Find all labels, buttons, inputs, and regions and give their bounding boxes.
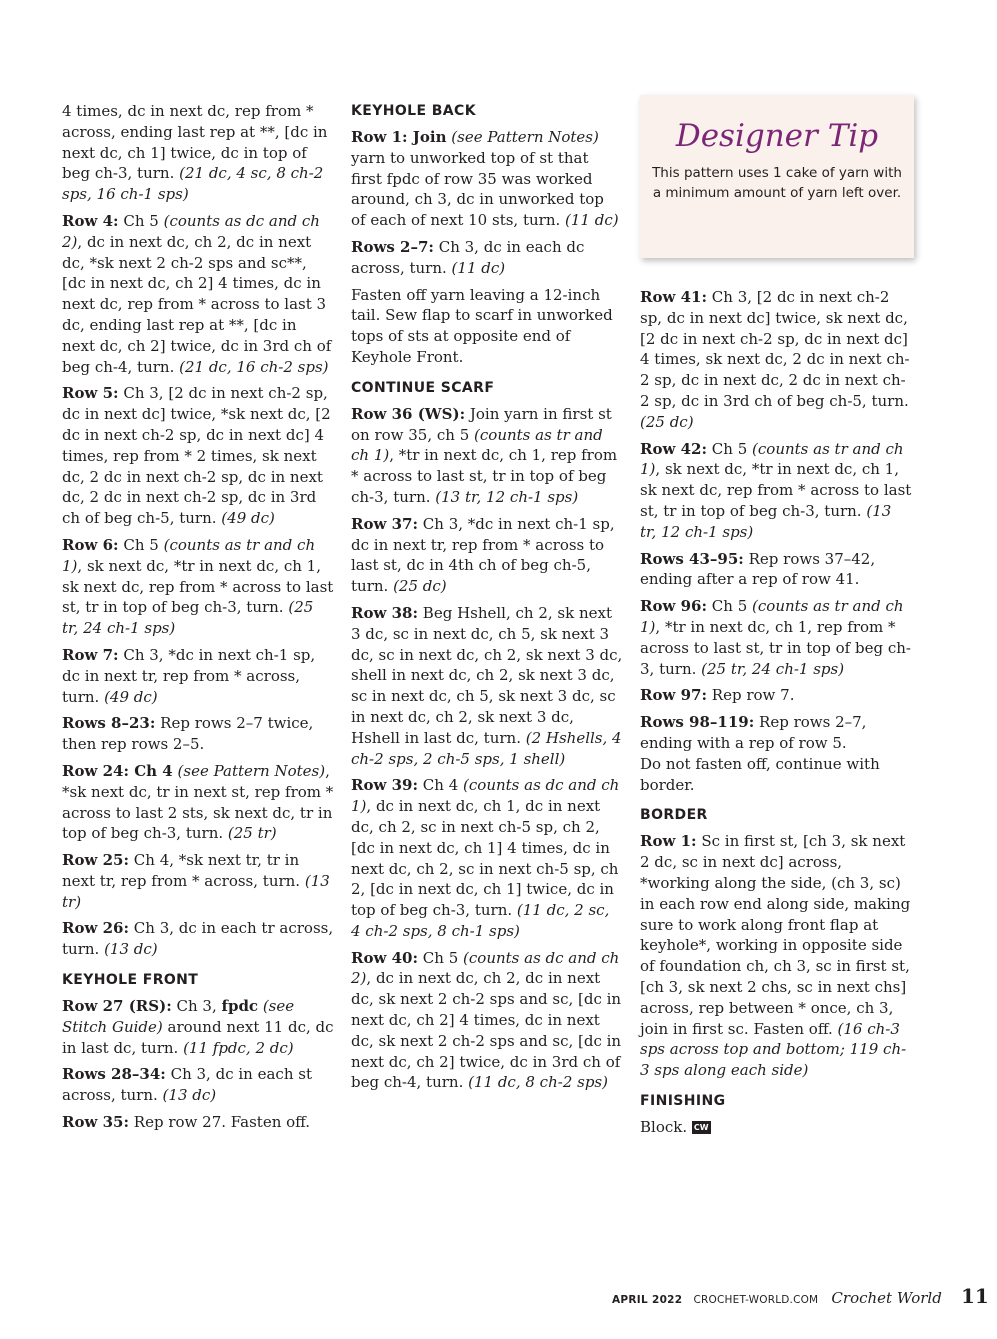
stitch-count: (25 tr, 24 ch-1 sps) [62, 598, 314, 638]
text: Rep rows 2–7, ending with a rep of row 5. [640, 713, 867, 752]
paragraph-rows98-119 [640, 712, 912, 795]
page-number: 11 [960, 1284, 989, 1308]
heading-finishing: FINISHING [640, 1092, 726, 1109]
paragraph-row4 [62, 211, 334, 377]
stitch-count: (21 dc, 16 ch-2 sps) [179, 357, 329, 376]
text: Ch 3, [2 dc in next ch-2 sp, dc in next dc] twice, *sk next dc, [2 dc in next ch-2 sp, dc in next dc] 4 times, rep from * 2 times, sk next dc, 2 dc in next ch-2 sp, dc in next dc, 2 dc in next ch-2 sp, dc in 3rd ch of beg ch-5, turn. [62, 384, 331, 528]
paragraph-row37 [351, 514, 623, 597]
paragraph-kb-rows2-7 [351, 237, 623, 279]
paragraph-border-row1 [640, 831, 912, 1081]
text: 4 times, dc in next dc, rep from * across, ending last rep at **, [dc in next dc, ch 1] twice, dc in top of beg ch-3, turn. [62, 102, 328, 183]
text: Ch 5 [707, 439, 753, 458]
paragraph-rows43-95 [640, 549, 912, 591]
note: (counts as tr and ch 1) [62, 535, 316, 575]
text: Rep row 7. [707, 686, 795, 705]
stitch-count: (49 dc) [221, 509, 275, 528]
footer-magazine: Crochet World [831, 1289, 942, 1307]
paragraph-row97 [640, 685, 912, 706]
stitch-count: (11 dc, 2 sc, 4 ch-2 sps, 8 ch-1 sps) [351, 901, 610, 940]
paragraph-row25 [62, 850, 334, 912]
note: (counts as tr and ch 1) [640, 597, 904, 636]
row-label: Rows 8–23: [62, 714, 156, 733]
row-label: Rows 28–34: [62, 1065, 166, 1084]
row-label: Row 5: [62, 384, 119, 403]
stitch-count: (25 tr) [227, 824, 277, 843]
text: Rep rows 2–7 twice, then rep rows 2–5. [62, 714, 314, 754]
stitch-count: (13 tr) [62, 871, 330, 911]
row-label: Row 6: [62, 535, 119, 554]
text: Ch 5 [118, 211, 164, 230]
paragraph-row7 [62, 645, 334, 707]
stitch-count: (13 dc) [162, 1086, 217, 1105]
row-label: Row 97: [640, 686, 708, 705]
stitch-count: (49 dc) [104, 687, 158, 706]
note: (counts as tr and ch 1) [351, 425, 603, 465]
row-label: Row 37: [351, 514, 419, 533]
paragraph-row40 [351, 948, 623, 1094]
stitch-count: (13 tr, 12 ch-1 sps) [435, 487, 579, 506]
row-label: Row 24: Ch 4 [62, 761, 173, 780]
heading-keyhole-back: KEYHOLE BACK [351, 103, 476, 119]
stitch-count: (13 dc) [104, 940, 158, 959]
stitch-count: (16 ch-3 sps across top and bottom; 119 ch-3 sps along each side) [640, 1019, 907, 1080]
stitch-count: (11 dc) [565, 211, 619, 230]
note: (see Pattern Notes) [172, 761, 326, 780]
row-label: Row 1: Join [351, 128, 447, 146]
row-label: Row 42: [640, 439, 708, 458]
stitch-term: fpdc [221, 997, 259, 1016]
text: Rep row 27. Fasten off. [129, 1113, 311, 1132]
stitch-count: (25 tr, 24 ch-1 sps) [701, 659, 845, 678]
text: Ch 3, [171, 997, 222, 1016]
text: Ch 4 [418, 776, 464, 795]
heading-border: BORDER [640, 807, 708, 824]
paragraph-row38 [351, 603, 623, 769]
paragraph-row42 [640, 439, 912, 543]
text: Beg Hshell, ch 2, sk next 3 dc, sc in next dc, ch 5, sk next 3 dc, sc in next dc, ch 2, sk next 3 dc, shell in next dc, ch 2, sk next 3 dc, sc in next dc, ch 5, sk next 3 dc, sc in next dc, ch 2, sk next 3 dc, Hshell in last dc, turn. [351, 603, 623, 747]
text: , sk next dc, *tr in next dc, ch 1, sk next dc, rep from * across to last st, tr in top of beg ch-3, turn. [62, 556, 334, 617]
row-label: Row 7: [62, 645, 119, 664]
paragraph-row39 [351, 775, 623, 941]
row-label: Row 4: [62, 211, 119, 230]
text: Sc in first st, [ch 3, sk next 2 dc, sc in next dc] across, *working along the side, (ch 3, sc) in each row end along side, making sure to work along front flap at keyhole*, working in opposite side of foundation ch, ch 3, sc in first st, [ch 3, sk next 2 chs, sc in next chs] across, rep between * once, ch 3, join in first sc. Fasten off. [640, 832, 911, 1038]
text: Ch 3, *dc in next ch-1 sp, dc in next tr, rep from * across, turn. [62, 645, 316, 706]
text: , dc in next dc, ch 2, dc in next dc, *sk next 2 ch-2 sps and sc**, [dc in next dc, ch 2] 4 times, dc in next dc, rep from * across to last 3 dc, ending last rep at **, [dc in next dc, ch 2] twice, dc in 3rd ch of beg ch-4, turn. [62, 232, 332, 376]
paragraph-kb-fasten: Fasten off yarn leaving a 12-inch tail. Sew flap to scarf in unworked tops of sts at opposite end of Keyhole Front. [351, 285, 613, 366]
text: Ch 5 [418, 948, 464, 967]
stitch-count: (2 Hshells, 4 ch-2 sps, 2 ch-5 sps, 1 shell) [351, 728, 622, 768]
stitch-count: (13 tr, 12 ch-1 sps) [640, 501, 892, 541]
stitch-count: (11 fpdc, 2 dc) [183, 1038, 294, 1057]
designer-tip-title: Designer Tip [675, 118, 879, 154]
row-label: Rows 43–95: [640, 549, 744, 568]
stitch-count: (21 dc, 4 sc, 8 ch-2 sps, 16 ch-1 sps) [62, 164, 324, 204]
paragraph-rows28-34 [62, 1064, 334, 1106]
designer-tip-text: This pattern uses 1 cake of yarn with a minimum amount of yarn left over. [652, 165, 902, 201]
row-label: Row 38: [351, 603, 419, 622]
text: Ch 3, dc in each dc across, turn. [351, 237, 585, 277]
stitch-count: (25 dc) [640, 412, 694, 431]
row-label: Row 1: [640, 832, 697, 851]
paragraph-row5 [62, 383, 334, 529]
paragraph-row24 [62, 761, 334, 844]
note: (counts as dc and ch 1) [351, 776, 620, 816]
column-left [62, 101, 334, 1139]
note: (see Stitch Guide) [62, 997, 295, 1036]
heading-keyhole-front: KEYHOLE FRONT [62, 972, 199, 989]
text: , sk next dc, *tr in next dc, ch 1, sk next dc, rep from * across to last st, tr in top of beg ch-3, turn. [640, 460, 912, 520]
paragraph-row35 [62, 1112, 334, 1133]
designer-tip-box [640, 95, 914, 258]
text: Ch 3, dc in each st across, turn. [62, 1065, 312, 1105]
stitch-count: (25 dc) [393, 577, 447, 596]
paragraph-row26 [62, 918, 334, 960]
text: Do not fasten off, continue with border. [640, 754, 880, 794]
note: (counts as dc and ch 2) [351, 948, 620, 988]
text: , dc in next dc, ch 2, dc in next dc, sk next 2 ch-2 sps and sc, [dc in next dc, ch 2] 4 times, dc in next dc, sk next 2 ch-2 sps and sc, [dc in next dc, ch 2] twice, dc in 3rd ch of beg ch-4, turn. [351, 969, 622, 1092]
note: (counts as dc and ch 2) [62, 211, 320, 251]
row-label: Row 35: [62, 1113, 130, 1132]
footer-issue: APRIL 2022 [612, 1294, 683, 1306]
footer-website: CROCHET-WORLD.COM [693, 1294, 819, 1306]
paragraph-block [640, 1117, 912, 1138]
paragraph-row27 [62, 996, 334, 1058]
paragraph-row41 [640, 287, 912, 433]
text: Ch 3, *dc in next ch-1 sp, dc in next tr, rep from * across to last st, dc in 4th ch of beg ch-5, turn. [351, 514, 615, 596]
text: , dc in next dc, ch 1, dc in next dc, ch 2, sc in next ch-5 sp, ch 2, [dc in next dc, ch 1] 4 times, dc in next dc, ch 2, sc in next ch-5 sp, ch 2, [dc in next dc, ch 1] twice, dc in top of beg ch-3, turn. [351, 797, 619, 920]
row-label: Rows 98–119: [640, 713, 755, 732]
text: Rep rows 37–42, ending after a rep of row 41. [640, 549, 876, 589]
text: Block. [640, 1117, 692, 1136]
paragraph-row3-end [62, 101, 334, 205]
page-footer [612, 1284, 989, 1308]
stitch-count: (11 dc) [451, 258, 506, 277]
text: yarn to unworked top of st that first fpdc of row 35 was worked around, ch 3, dc in unworked top of each of next 10 sts, turn. [351, 148, 604, 230]
paragraph-rows8-23 [62, 713, 334, 755]
text: Ch 5 [707, 597, 753, 616]
text: , *tr in next dc, ch 1, rep from * across to last st, tr in top of beg ch-3, turn. [351, 446, 618, 506]
text: Ch 5 [118, 535, 164, 554]
column-right [640, 287, 912, 1144]
row-label: Row 26: [62, 919, 130, 938]
text: Ch 3, [2 dc in next ch-2 sp, dc in next dc] twice, sk next dc, [2 dc in next ch-2 sp, dc in next dc] 4 times, sk next dc, 2 dc in next ch-2 sp, dc in next dc, 2 dc in next ch-2 sp, dc in 3rd ch of beg ch-5, turn. [640, 288, 910, 410]
paragraph-row6 [62, 535, 334, 639]
row-label: Row 41: [640, 288, 708, 306]
row-label: Row 25: [62, 851, 130, 870]
stitch-count: (11 dc, 8 ch-2 sps) [468, 1073, 608, 1092]
heading-continue-scarf: CONTINUE SCARF [351, 379, 495, 396]
paragraph-row36 [351, 404, 623, 508]
text: Ch 4, *sk next tr, tr in next tr, rep from * across, turn. [62, 851, 305, 890]
cw-end-mark-icon: CW [693, 1122, 709, 1132]
text: Join yarn in first st on row 35, ch 5 [351, 404, 612, 444]
text: , *tr in next dc, ch 1, rep from * across to last st, tr in top of beg ch-3, turn. [640, 617, 911, 678]
text: around next 11 dc, dc in last dc, turn. [62, 1017, 334, 1057]
text: Ch 3, dc in each tr across, turn. [62, 919, 334, 959]
row-label: Rows 2–7: [351, 237, 434, 256]
row-label: Row 96: [640, 597, 708, 616]
row-label: Row 40: [351, 948, 419, 967]
row-label: Row 27 (RS): [62, 997, 172, 1016]
row-label: Row 39: [351, 776, 419, 795]
text: , *sk next dc, tr in next st, rep from * across to last 2 sts, sk next dc, tr in top of beg ch-3, turn. [62, 761, 334, 843]
row-label: Row 36 (WS): [351, 404, 466, 423]
paragraph-kb-row1 [351, 127, 623, 231]
column-middle [351, 101, 623, 1099]
paragraph-row96 [640, 596, 912, 679]
note: (counts as tr and ch 1) [640, 439, 904, 479]
note: (see Pattern Notes) [446, 128, 599, 146]
